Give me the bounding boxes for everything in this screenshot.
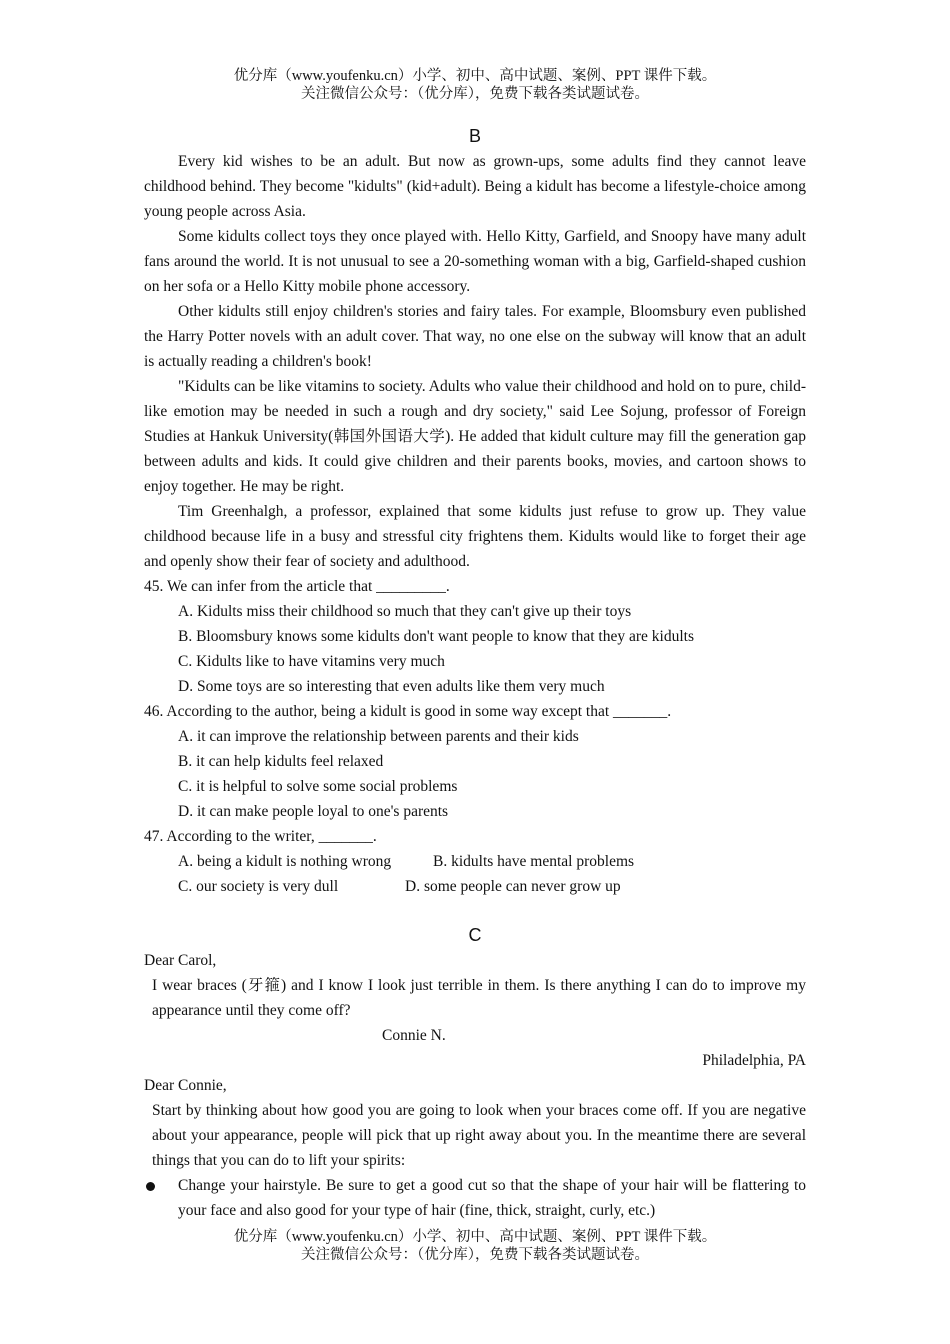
question-47-option-a: A. being a kidult is nothing wrong [178,853,392,870]
question-45-option-b: B. Bloomsbury knows some kidults don't want people to know that they are kidults [178,628,694,645]
question-47-option-b: B. kidults have mental problems [433,853,635,870]
letter-greeting-connie: Dear Connie, [144,1077,227,1094]
letter-greeting-carol: Dear Carol, [144,952,217,969]
page-content [144,124,806,1223]
page-footer [0,1228,950,1264]
section-b-title: B [468,126,481,146]
question-46-option-b: B. it can help kidults feel relaxed [178,753,384,770]
section-b-paragraph: Other kidults still enjoy children's stories and fairy tales. For example, Bloomsbury even published the Harry Potter novels with an adult cover. That way, no one else on the subway will know that an adult is actually reading a children's book! [144,303,806,370]
section-spacer [144,899,806,923]
question-46-option-d: D. it can make people loyal to one's parents [178,803,449,820]
section-c-title: C [468,925,482,945]
letter-reply: Start by thinking about how good you are going to look when your braces come off. If you are negative about your appearance, people will pick that up right away about you. In the meantime there are several things that you can do to lift your spirits: [152,1102,806,1169]
letter-signature: Connie N. [382,1027,446,1044]
section-b-paragraph: "Kidults can be like vitamins to society. Adults who value their childhood and hold on to pure, child-like emotion may be needed in such a rough and dry society," said Lee Sojung, professor of Foreign Studies at Hankuk University(韩国外国语大学). He added that kidult culture may fill the generation gap between adults and kids. It could give children and their parents books, movies, and cartoon shows to enjoy together. He may be right. [144,378,806,495]
advice-bullet-text: Change your hairstyle. Be sure to get a good cut so that the shape of your hair will be flattering to your face and also good for your type of hair (fine, thick, straight, curly, etc.) [178,1177,806,1219]
question-47-options-row-2 [178,874,806,899]
question-46-option-c: C. it is helpful to solve some social problems [178,778,458,795]
header-line-1: 优分库（www.youfenku.cn）小学、初中、高中试题、案例、PPT 课件下载。 [233,68,717,84]
question-47-options-row-1 [178,849,806,874]
question-46-stem: 46. According to the author, being a kidult is good in some way except that _______. [144,703,672,720]
question-47-stem: 47. According to the writer, _______. [144,828,377,845]
question-47-option-d: D. some people can never grow up [405,878,621,895]
header-line-2: 关注微信公众号：（优分库），免费下载各类试题试卷。 [301,86,649,102]
question-45-stem: 45. We can infer from the article that _________. [144,578,450,595]
question-45-option-c: C. Kidults like to have vitamins very much [178,653,445,670]
bullet-dot-icon [146,1182,155,1191]
question-47-option-c: C. our society is very dull [178,878,339,895]
question-46-option-a: A. it can improve the relationship between parents and their kids [178,728,579,745]
letter-place: Philadelphia, PA [702,1052,806,1069]
footer-line-2: 关注微信公众号：（优分库），免费下载各类试题试卷。 [301,1247,649,1263]
question-45-option-d: D. Some toys are so interesting that even adults like them very much [178,678,605,695]
advice-bullet-item [144,1173,806,1223]
section-b-paragraph: Tim Greenhalgh, a professor, explained that some kidults just refuse to grow up. They value childhood because life in a busy and stressful city frightens them. Kidults would like to forget their age and openly show their fear of society and adulthood. [144,503,806,570]
section-b-paragraph: Some kidults collect toys they once played with. Hello Kitty, Garfield, and Snoopy have many adult fans around the world. It is not unusual to see a 20-something woman with a big, Garfield-shaped cushion on her sofa or a Hello Kitty mobile phone accessory. [144,228,806,295]
footer-line-1: 优分库（www.youfenku.cn）小学、初中、高中试题、案例、PPT 课件下载。 [233,1229,717,1245]
section-b-paragraph: Every kid wishes to be an adult. But now as grown-ups, some adults find they cannot leave childhood behind. They become "kidults" (kid+adult). Being a kidult has become a lifestyle-choice among young people across Asia. [144,153,806,220]
question-45-option-a: A. Kidults miss their childhood so much that they can't give up their toys [178,603,632,620]
letter-question: I wear braces (牙箍) and I know I look just terrible in them. Is there anything I can do to improve my appearance until they come off? [152,977,806,1019]
page-header [0,67,950,103]
